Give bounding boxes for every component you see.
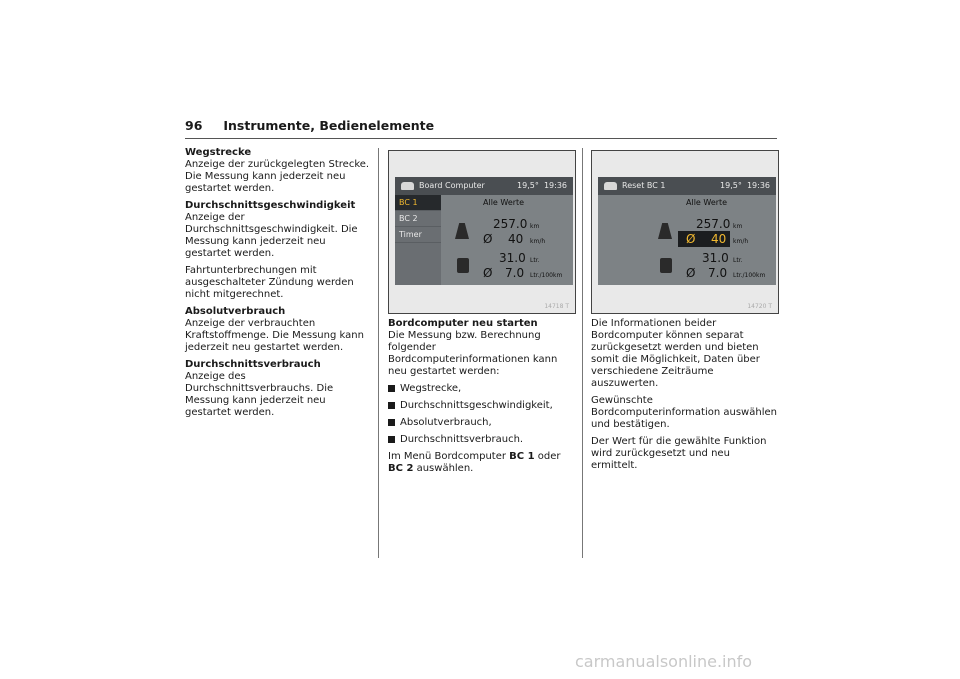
section-title-absolutverbrauch: Absolutverbrauch: [185, 306, 286, 317]
figure-reset-bc1: [591, 150, 779, 314]
road-icon: [658, 223, 672, 239]
fuel-pump-icon: [457, 258, 469, 273]
car-icon: [401, 182, 414, 190]
speed-unit: km/h: [530, 238, 546, 245]
avg-symbol: Ø: [483, 232, 493, 246]
temperature: 19,5°: [720, 181, 742, 190]
fuel-value: 31.0: [702, 251, 729, 265]
fuel-value: 31.0: [499, 251, 526, 265]
bullet-text: Wegstrecke,: [400, 383, 462, 394]
restart-outro: [388, 451, 576, 475]
speed-value: 40: [711, 232, 727, 246]
right-column: [591, 318, 779, 477]
screen-title: Board Computer: [419, 181, 485, 190]
screen-title: Reset BC 1: [622, 181, 666, 190]
clock: 19:36: [746, 181, 770, 190]
paragraph: Die Informationen beider Bordcomputer können separat zurückgesetzt werden und bieten somit die Möglichkeit, Daten über verschiedene Zeiträume auszuwerten.: [591, 318, 760, 389]
distance-unit: km: [530, 223, 540, 230]
page-number: 96: [185, 118, 203, 133]
section-title-durchschnittsgeschwindigkeit: Durchschnittsgeschwindigkeit: [185, 200, 356, 211]
section-text-durchschnittsgeschwindigkeit: Anzeige der Durchschnittsgeschwindigkeit. Die Messung kann jederzeit neu gestartet werden.: [185, 212, 358, 259]
outro-bc1: BC 1: [509, 451, 535, 462]
speed-unit: km/h: [733, 238, 749, 245]
paragraph: Gewünschte Bordcomputerinformation auswählen und bestätigen.: [591, 395, 777, 430]
bullet-text: Durchschnittsgeschwindigkeit,: [400, 400, 553, 411]
consumption-value: 7.0: [505, 266, 525, 280]
outro-text: auswählen.: [413, 463, 474, 474]
road-icon: [455, 223, 469, 239]
screen-title-bar: [395, 177, 573, 195]
section-title-wegstrecke: Wegstrecke: [185, 147, 252, 158]
distance-unit: km: [733, 223, 743, 230]
consumption-unit: Ltr./100km: [733, 272, 766, 279]
page-title: Instrumente, Bedienelemente: [223, 118, 435, 133]
bullet-text: Durchschnittsverbrauch.: [400, 434, 524, 445]
display-screen: [395, 177, 573, 285]
screen-status: [720, 177, 770, 195]
speed-value: 40: [508, 232, 524, 246]
figure-number: 14718 T: [544, 303, 569, 310]
column-divider-2: [582, 148, 583, 558]
outro-text: oder: [534, 451, 561, 462]
bullet-text: Absolutverbrauch,: [400, 417, 492, 428]
restart-title: Bordcomputer neu starten: [388, 318, 538, 329]
avg-symbol-2: Ø: [483, 266, 493, 280]
figure-number: 14720 T: [747, 303, 772, 310]
left-column: [185, 147, 370, 424]
display-screen: [598, 177, 776, 285]
header-rule: [185, 138, 777, 139]
screen-title-bar: [598, 177, 776, 195]
consumption-value: 7.0: [708, 266, 728, 280]
menu-item-timer[interactable]: Timer: [395, 227, 441, 243]
bullet-item: [388, 434, 576, 446]
outro-bc2: BC 2: [388, 463, 414, 474]
avg-symbol: Ø: [686, 232, 696, 246]
clock: 19:36: [543, 181, 567, 190]
bullet-item: [388, 383, 576, 395]
page-header: [185, 118, 434, 133]
section-note: Fahrtunterbrechungen mit ausgeschalteter Zündung werden nicht mitgerechnet.: [185, 265, 354, 300]
avg-symbol-2: Ø: [686, 266, 696, 280]
bullet-square-icon: [388, 436, 395, 443]
middle-column: [388, 318, 576, 480]
menu-item-bc1[interactable]: BC 1: [395, 195, 441, 211]
restart-intro: Die Messung bzw. Berechnung folgender Bordcomputerinformationen kann neu gestartet werden:: [388, 330, 558, 377]
section-text-durchschnittsverbrauch: Anzeige des Durchschnittsverbrauchs. Die Messung kann jederzeit neu gestartet werden.: [185, 371, 334, 418]
section-title-durchschnittsverbrauch: Durchschnittsverbrauch: [185, 359, 321, 370]
bullet-square-icon: [388, 419, 395, 426]
section-text-wegstrecke: Anzeige der zurückgelegten Strecke. Die Messung kann jederzeit neu gestartet werden.: [185, 159, 370, 194]
screen-status: [517, 177, 567, 195]
paragraph: Der Wert für die gewählte Funktion wird zurückgesetzt und neu ermittelt.: [591, 436, 767, 471]
watermark: carmanualsonline.info: [575, 652, 753, 671]
distance-value: 257.0: [696, 217, 731, 231]
temperature: 19,5°: [517, 181, 539, 190]
bullet-square-icon: [388, 385, 395, 392]
fuel-pump-icon: [660, 258, 672, 273]
bullet-item: [388, 417, 576, 429]
figure-board-computer: [388, 150, 576, 314]
bullet-square-icon: [388, 402, 395, 409]
fuel-unit: Ltr.: [733, 257, 743, 264]
column-divider-1: [378, 148, 379, 558]
bullet-item: [388, 400, 576, 412]
section-text-absolutverbrauch: Anzeige der verbrauchten Kraftstoffmenge. Die Messung kann jederzeit neu gestartet werden.: [185, 318, 364, 353]
fuel-unit: Ltr.: [530, 257, 540, 264]
car-icon: [604, 182, 617, 190]
screen-menu: [395, 195, 441, 285]
consumption-unit: Ltr./100km: [530, 272, 563, 279]
values-heading: Alle Werte: [483, 198, 525, 207]
menu-item-bc2[interactable]: BC 2: [395, 211, 441, 227]
distance-value: 257.0: [493, 217, 528, 231]
outro-text: Im Menü Bordcomputer: [388, 451, 510, 462]
values-heading: Alle Werte: [686, 198, 728, 207]
